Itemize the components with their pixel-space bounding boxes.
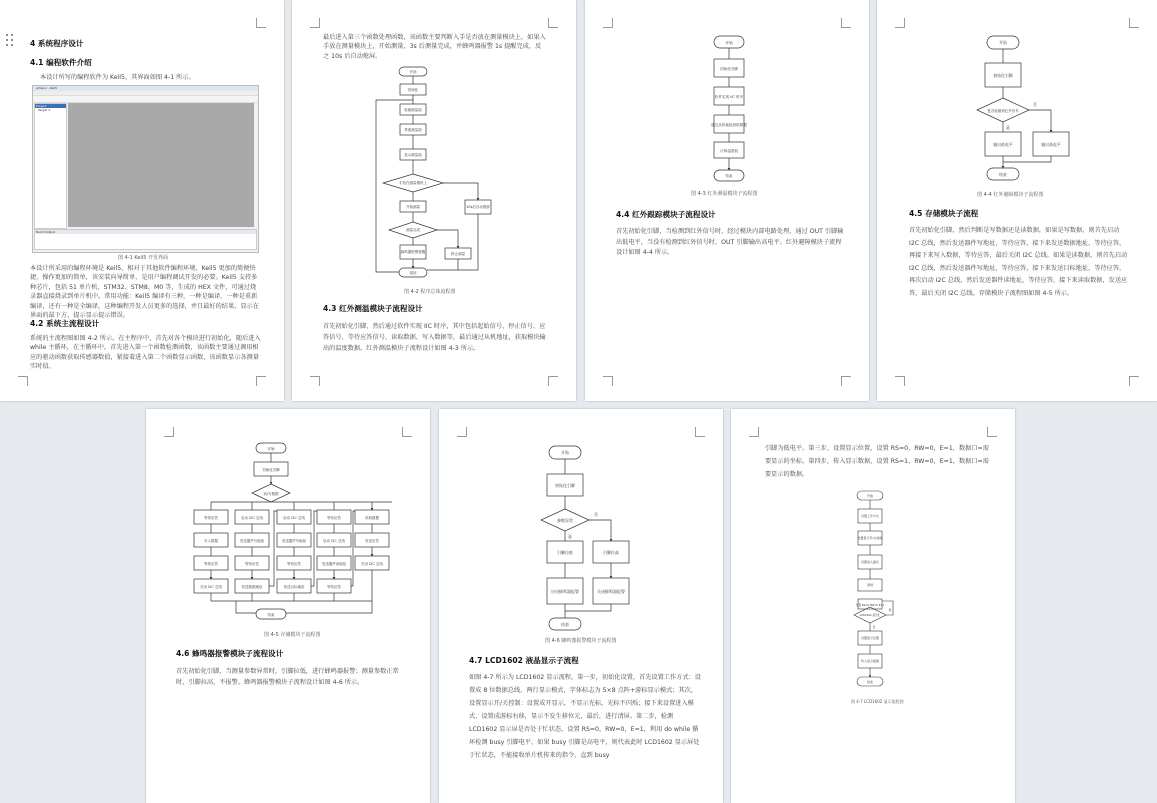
svg-text:发送目标地址: 发送目标地址 [283, 585, 305, 589]
fc7-end-label: 结束 [866, 680, 874, 684]
fc6-low-label: 引脚拉低 [557, 550, 573, 555]
fc-measure-label: 检测测量值 [404, 108, 422, 112]
figure-caption-4-6: 图 4-6 蜂鸣器报警模块子流程图 [545, 638, 617, 644]
keil-editor-area [68, 103, 254, 227]
svg-text:启动 I2C 总线: 启动 I2C 总线 [283, 516, 305, 520]
heading-main-flow: 4.2 系统主流程设计 [30, 319, 100, 328]
fc4-end-label: 结束 [999, 172, 1007, 177]
intro-line: 本设计所写的编程软件为 Keil5，其界面如图 4-1 所示。 [40, 74, 195, 81]
svg-text:发送数据地址: 发送数据地址 [241, 585, 263, 589]
svg-text:等待应答: 等待应答 [204, 516, 218, 520]
ir-measure-flowchart [585, 34, 869, 184]
fc4-no-label: 否 [1033, 102, 1037, 107]
keil-build-output: Build Output [34, 229, 257, 250]
fc3-iic-label: 软件实现 IIC 时序 [714, 95, 744, 99]
fc7-yes-label: 是 [888, 608, 892, 612]
fc-end-label: 返回 [409, 271, 417, 275]
heading-program-design: 4 系统程序设计 [30, 39, 84, 48]
fc4-init-label: 初始化引脚 [993, 73, 1013, 78]
fc6-end-label: 结束 [561, 622, 569, 627]
svg-text:发送器件写地址: 发送器件写地址 [281, 539, 307, 543]
fc6-start-label: 开始 [561, 450, 569, 455]
paragraph-lcd: 如图 4-7 所示为 LCD1602 显示流程，第一步，初始化设置，首先设置工作方式：设置成 8 位数据总线，两行显示模式，字体标志为 5×8 点阵+游标显示模式；其次，设置显示开/关控制：设置成开显示，不显示光标，光标不闪烁；接下来设置进入模式，设置成游标右移，显示不发生移位元，最后，进行清屏。第二步，检测 LCD1602 显示屏是否处于忙状态，设置 RS=0，RW=0，E=1，利用 do while 循环检测 busy 引脚电平，如果 busy 引脚是高电平，则代表此时 LCD1602 显示屏处于忙状态，不能接收单片机传来的指令，直到 busy [469, 674, 701, 759]
paragraph-buzzer: 首先初始化引脚，当测量参数异常时，引脚拉低，进行蜂鸣器报警；测量参数正常时，引脚拉高，不报警。蜂鸣器报警模块子流程设计如图 4-6 所示。 [176, 668, 399, 686]
figure-caption-4-7: 图 4-7 LCD1602 显示流程图 [851, 699, 904, 704]
figure-caption-4-4: 图 4-4 红外避障模块子流程图 [977, 192, 1044, 198]
ir-track-flowchart [877, 32, 1157, 187]
fc4-yes-label: 是 [1006, 125, 1010, 130]
figure-caption-4-1: 图 4-1 Keil5 开发界面 [118, 255, 169, 261]
fc7-mode-label: 设置进入模式 [860, 560, 880, 564]
fc5-end-label: 结束 [267, 613, 275, 617]
fc7-start-label: 开始 [866, 494, 874, 498]
svg-text:等待应答: 等待应答 [204, 562, 218, 566]
fc7-pos-label: 设置显示位置 [860, 636, 880, 640]
heading-storage: 4.5 存储模块子流程 [909, 209, 979, 218]
buzzer-flowchart [439, 443, 723, 633]
paragraph-main-flow: 系统的主流程图如图 4-2 所示。在主程序中，首先对各个模块进行初始化，随后进入 while 主循环，在主循环中，首先进入第一个函数检测函数，该函数主要通过调用相应的驱动函数获取传感器数值，紧接着进入第二个函数显示函数，该函数显示各测量实时值。 [30, 335, 261, 371]
fc4-start-label: 开始 [999, 40, 1007, 45]
fc6-off-label: 关闭蜂鸣器报警 [597, 589, 625, 594]
svg-text:发送器件写地址: 发送器件写地址 [239, 539, 265, 543]
fc-wait-label: 10s后自动熄屏 [466, 205, 490, 209]
figure-caption-4-3: 图 4-3 红外测温模块子流程图 [691, 191, 758, 197]
svg-text:发送器件读地址: 发送器件读地址 [321, 562, 347, 566]
svg-text:等待应答: 等待应答 [245, 562, 259, 566]
heading-buzzer: 4.6 蜂鸣器报警模块子流程设计 [176, 649, 284, 658]
fc3-init-label: 初始化引脚 [720, 67, 738, 71]
svg-text:等待应答: 等待应答 [327, 585, 341, 589]
keil-title-bar: μVision - Keil5 [33, 86, 258, 91]
document-page-3 [585, 0, 869, 401]
svg-text:启动 I2C 总线: 启动 I2C 总线 [241, 516, 263, 520]
svg-text:关闭 I2C 总线: 关闭 I2C 总线 [200, 585, 222, 589]
fc-start-measure-label: 开始测量 [406, 205, 420, 209]
fc6-no-label: 否 [594, 512, 598, 517]
fc-done-label: 测量完成 [406, 228, 420, 232]
storage-flowchart [146, 441, 430, 633]
figure-caption-4-2: 图 4-2 程序总体流程图 [404, 289, 456, 295]
figure-caption-4-5: 图 4-5 存储模块子流程图 [264, 632, 321, 638]
document-page-1 [0, 0, 284, 401]
fc-stop-label: 停止测量 [451, 252, 465, 256]
fc-buzzer-label: 蜂鸣器报警提醒 [400, 250, 426, 254]
fc3-start-label: 开始 [725, 41, 733, 45]
document-page-5 [146, 409, 430, 803]
svg-text:等待应答: 等待应答 [327, 516, 341, 520]
svg-text:写入数据: 写入数据 [204, 539, 218, 543]
fc6-on-label: 启动蜂鸣器报警 [551, 589, 579, 594]
fc-start-label: 开始 [409, 70, 417, 74]
heading-lcd: 4.7 LCD1602 液晶显示子流程 [469, 656, 579, 665]
lcd-flowchart [731, 489, 1015, 689]
heading-ir-track: 4.4 红外跟踪模块子流程设计 [616, 210, 716, 219]
fc7-busy-label: 设置 RS=0 RW=0 E=1 [855, 604, 885, 607]
heading-ir-measure: 4.3 红外测温模块子流程设计 [323, 304, 423, 313]
fc4-high-label: 输出高电平 [1041, 142, 1061, 147]
fc3-read-label: 通过从机地址获取数据 [711, 123, 747, 127]
fc7-clear-label: 清屏 [866, 583, 874, 587]
fc7-data-label: 传入显示数据 [860, 659, 880, 663]
paragraph-ir-measure: 首先初始化引脚，然后通过软件实现 IIC 时序，其中包括起始信号、停止信号、应答信号、等待应答信号、读取数据、写入数据等，最后通过从机地址，获取模块输出的温度数据。红外测温模块子流程设计如图 4-3 所示。 [323, 323, 546, 352]
drag-handle-icon[interactable] [6, 34, 16, 48]
fc7-onoff-label: 设置显示开/关控制 [857, 536, 883, 540]
fc7-no-label: 否 [872, 625, 876, 629]
main-flowchart [292, 62, 576, 282]
svg-text:读取数据: 读取数据 [365, 516, 379, 520]
svg-text:关闭 I2C 总线: 关闭 I2C 总线 [361, 562, 383, 566]
document-page-6 [439, 409, 723, 803]
fc-display-label: 界面测量值 [404, 128, 422, 132]
fc-decision-label: 手放在测量模块上 [399, 181, 427, 185]
keil-screenshot [32, 85, 259, 253]
fc6-high-label: 引脚拉高 [603, 550, 619, 555]
svg-text:等待应答: 等待应答 [287, 562, 301, 566]
fc4-low-label: 输出低电平 [993, 142, 1013, 147]
paragraph-storage: 首先初始化引脚，然后判断是写数据还是读数据，如果是写数据，则首先启动 I2C 总线，然后发送器件写地址，等待应答，接下来发送数据地址，等待应答，再接下来写入数据，等待应答，最后关闭 I2C 总线。如果是读数据，则首先启动 I2C 总线，然后发送器件写地址，等待应答，接下来发送目标地址，等待应答，再次启动 I2C 总线，然后发送器件读地址，等待应答，接下来读取数据，发送应答，最后关闭 I2C 总线。存储模块子流程图如图 4-5 所示。 [909, 227, 1128, 297]
fc4-decision-label: 是否检测到红外信号 [987, 109, 1019, 113]
fc6-yes-label: 是 [568, 534, 572, 539]
paragraph-lcd-continued: 引脚为低电平。第三步，设置显示位置，设置 RS=0，RW=0，E=1，数据口=需要显示的坐标。第四步，传入显示数据，设置 RS=1，RW=0，E=1，数据口=需要显示的数据。 [765, 445, 989, 478]
svg-text:发送应答: 发送应答 [365, 539, 379, 543]
svg-text:启动 I2C 总线: 启动 I2C 总线 [323, 539, 345, 543]
fc6-init-label: 初始化引脚 [555, 483, 575, 488]
heading-software-intro: 4.1 编程软件介绍 [30, 58, 92, 67]
fc5-branch-label: 读/写数据 [263, 492, 279, 496]
document-page-7 [731, 409, 1015, 803]
fc3-end-label: 结束 [725, 174, 733, 178]
document-page-4 [877, 0, 1157, 401]
paragraph-ir-track: 首先初始化引脚，当检测到红外信号时，经过模块内部电路处理，通过 OUT 引脚输出低电平，当没有检测到红外信号时，OUT 引脚输出高电平。红外避障模块子流程设计如图 4-4 所示。 [616, 228, 844, 256]
fc3-calc-label: 计算温度值 [720, 149, 738, 153]
fc5-start-label: 开始 [267, 447, 275, 451]
fc6-decision-label: 参数异常 [557, 518, 573, 523]
keil-project-pane: Project Target 1 [34, 103, 67, 229]
paragraph-keil: 本设计所采用的编程环境是 Keil5，相对于其他软件编程环境，Keil5 更加的简便快捷，操作更加的简单，该安装向导简单，是用户编程调试开发的必要。Keil5 支持多种芯片，包括 51 单片机、STM32、STM8、M0 等，生成的 HEX 文件，可通过烧录器直接烧录到单片机中。常用功能：Keil5 编译有三种，一种是编译，一种是重新编译，还有一种是全编译，这种编程开发人员更多的选择，并且最好的结果，显示在界面的最下方，提示显示提示错误。 [30, 265, 259, 320]
fc-init-label: 初始化 [407, 88, 419, 92]
paragraph-top: 最后进入第三个函数处理函数，该函数主要判断入手是否放在测量模块上，如果入手放在测量模块上，开始测量，3s 后测量完成，并蜂鸣器报警 1s 提醒完成，反之 10s 后自动熄屏。 [323, 34, 546, 60]
fc-show-label: 显示测量值 [404, 153, 422, 157]
document-page-2 [292, 0, 576, 401]
fc7-init-label: 设置工作方式 [860, 514, 880, 518]
fc5-init-label: 初始化引脚 [262, 468, 280, 472]
fc7-decision-label: LCD1602 是否忙 [859, 614, 881, 617]
